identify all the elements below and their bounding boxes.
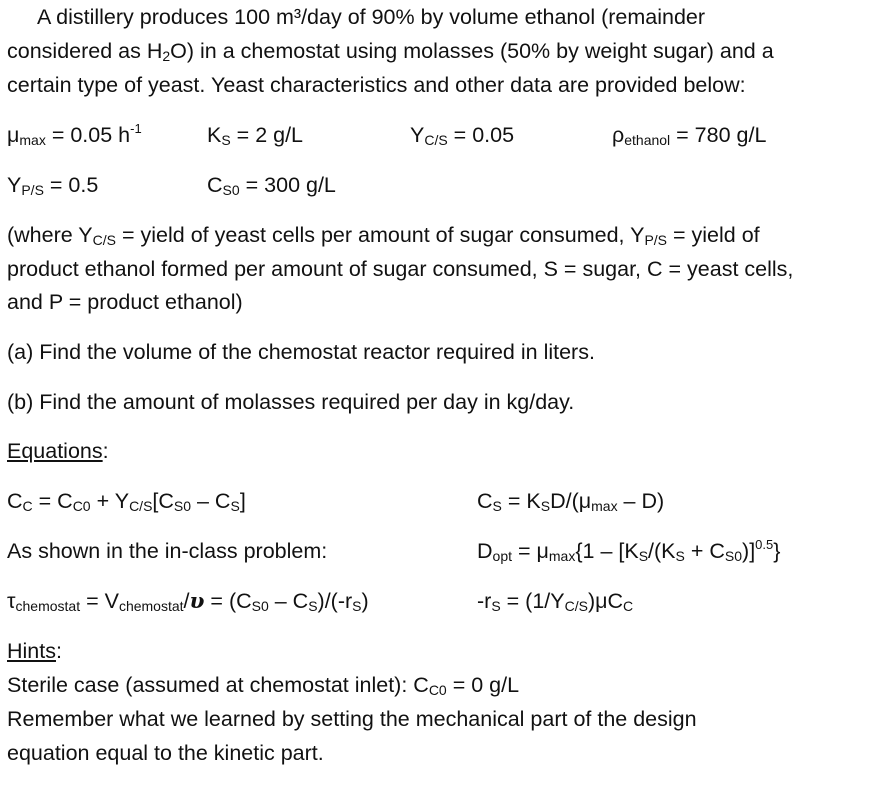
where-line-2: product ethanol formed per amount of sugar consumed, S = sugar, C = yeast cells, bbox=[7, 257, 794, 281]
hint-line-1: Sterile case (assumed at chemostat inlet): $C_{C0} = 0$ g/L bbox=[7, 673, 520, 698]
param-rho-ethanol: $\rho_{ethanol} = 780$ g/L bbox=[612, 123, 767, 148]
equations-heading: Equations: bbox=[7, 439, 109, 463]
equation-cell-balance: $C_C = C_{C0} + Y_{C/S}[C_{S0} - C_S]$ bbox=[7, 489, 246, 514]
intro-line-2: considered as $H_2O$) in a chemostat using molasses (50% by weight sugar) and a bbox=[7, 39, 774, 64]
param-cs0: $C_{S0} = 300$ g/L bbox=[207, 173, 336, 198]
equation-residence-time: $\tau_{chemostat} = V_{chemostat}/\upsilon = (C_{S0} - C_S)/(-r_S)$ bbox=[7, 589, 369, 614]
question-b: (b) Find the amount of molasses required per day in kg/day. bbox=[7, 390, 575, 414]
equation-substrate-rate: $-r_S = (1/Y_{C/S})\mu C_C$ bbox=[477, 589, 634, 614]
param-ks: $K_S = 2$ g/L bbox=[207, 123, 304, 148]
where-line-1: (where $Y_{C/S}$ = yield of yeast cells per amount of sugar consumed, $Y_{P/S}$ = yield of bbox=[7, 223, 760, 248]
equation-substrate-concentration: $C_S = K_SD/(\mu_{max} - D)$ bbox=[477, 489, 665, 514]
equation-d-opt: $D_{opt} = \mu_{max}\{1 - [K_S/(K_S + C_{S0})]^{0.5}\}$ bbox=[477, 537, 781, 564]
where-line-3: and P = product ethanol) bbox=[7, 290, 243, 314]
hints-heading: Hints: bbox=[7, 639, 62, 663]
intro-line-3: certain type of yeast. Yeast characteristics and other data are provided below: bbox=[7, 73, 746, 97]
param-yps: $Y_{P/S} = 0.5$ bbox=[7, 173, 99, 198]
param-mu-max: $\mu_{max} = 0.05$ $h^{-1}$ bbox=[7, 121, 142, 148]
param-ycs: $Y_{C/S} = 0.05$ bbox=[410, 123, 515, 148]
hint-line-2: Remember what we learned by setting the mechanical part of the design bbox=[7, 707, 697, 731]
in-class-note: As shown in the in-class problem: bbox=[7, 539, 328, 563]
question-a: (a) Find the volume of the chemostat reactor required in liters. bbox=[7, 340, 595, 364]
hint-line-3: equation equal to the kinetic part. bbox=[7, 741, 324, 765]
intro-line-1: A distillery produces 100 m³/day of 90% by volume ethanol (remainder bbox=[37, 5, 706, 29]
